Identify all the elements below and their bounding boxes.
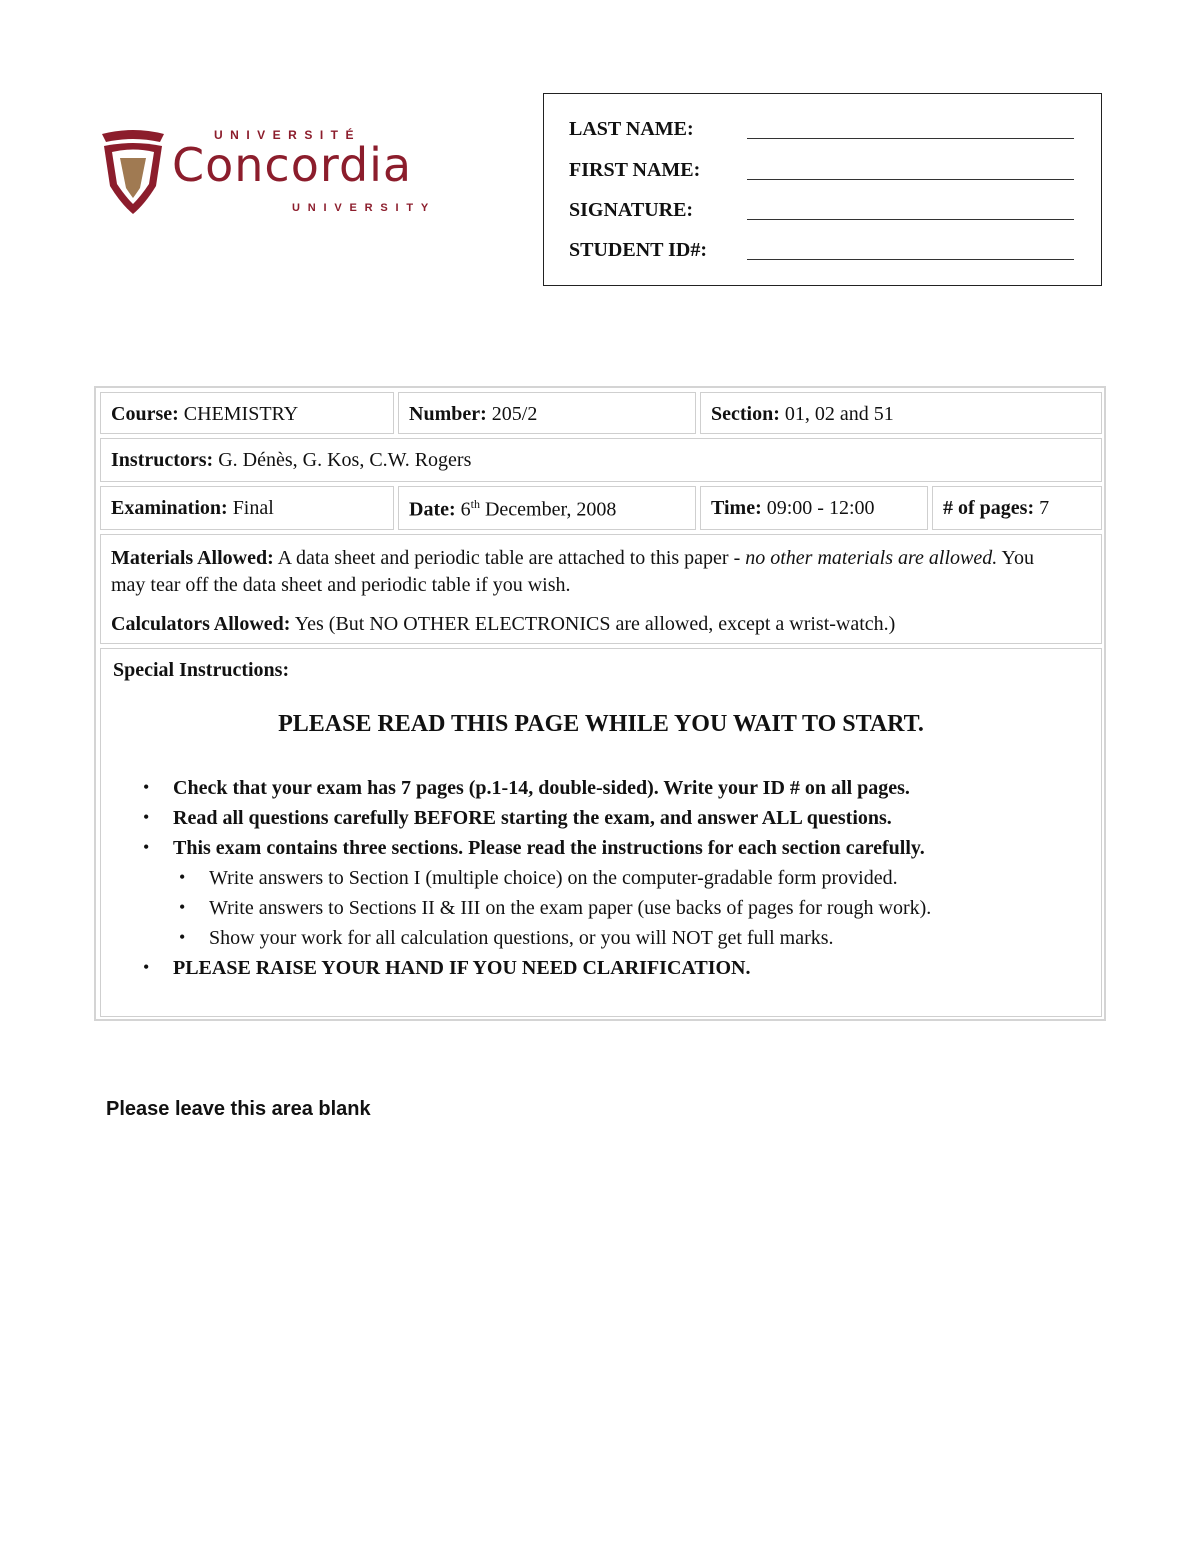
bullet-icon: • [179,867,186,887]
list-item [143,807,1083,837]
list-item-text: Show your work for all calculation questions, or you will NOT get full marks. [209,927,834,949]
materials-text-1: A data sheet and periodic table are attached to this paper - [277,547,741,569]
section-label: Section: [711,403,780,425]
blank-area-note: Please leave this area blank [106,1098,371,1120]
list-item-text: Write answers to Sections II & III on the exam paper (use backs of pages for rough work). [209,897,932,919]
date-suffix: th [470,497,480,511]
concordia-logo [100,126,470,226]
list-item [143,957,1083,987]
number-label: Number: [409,403,487,425]
bullet-icon: • [179,897,186,917]
course-cell [100,392,394,434]
logo-wordmark: Concordia [172,138,413,192]
list-item-text: Write answers to Section I (multiple choice) on the computer-gradable form provided. [209,867,898,889]
student-id-row [569,239,1079,265]
section-cell [700,392,1102,434]
pages-value: 7 [1039,497,1050,519]
read-page-banner: PLEASE READ THIS PAGE WHILE YOU WAIT TO START. [278,711,924,737]
first-name-row [569,159,1079,185]
date-rest: December, 2008 [484,498,617,521]
concordia-shield-icon [100,128,166,216]
last-name-row [569,118,1079,144]
number-value: 205/2 [491,403,538,425]
logo-top-text: UNIVERSITÉ [214,128,362,142]
student-id-field[interactable] [747,259,1074,260]
time-value: 09:00 - 12:00 [766,497,875,519]
materials-label: Materials Allowed: [111,547,274,569]
first-name-label: FIRST NAME: [569,159,701,181]
pages-cell [932,486,1102,530]
student-id-box [543,93,1102,286]
student-id-label: STUDENT ID#: [569,239,707,261]
materials-paragraph [111,545,1073,599]
special-instructions-cell [100,648,1102,1017]
instructors-cell [100,438,1102,482]
calculators-label: Calculators Allowed: [111,613,291,635]
date-day: 6 [460,498,471,521]
materials-cell [100,534,1102,644]
list-item-text: Read all questions carefully BEFORE starting the exam, and answer ALL questions. [173,807,892,829]
time-cell [700,486,928,530]
special-instructions-heading: Special Instructions: [113,659,290,681]
course-label: Course: [111,403,179,425]
number-cell [398,392,696,434]
first-name-field[interactable] [747,179,1074,180]
calculators-paragraph [111,611,1073,638]
bullet-icon: • [143,837,150,857]
list-item-text: Check that your exam has 7 pages (p.1-14, double-sided). Write your ID # on all pages. [173,777,910,799]
logo-bottom-text: UNIVERSITY [292,202,437,214]
list-item-text: PLEASE RAISE YOUR HAND IF YOU NEED CLARIFICATION. [173,957,751,979]
examination-cell [100,486,394,530]
instructors-label: Instructors: [111,449,214,471]
bullet-icon: • [143,957,150,977]
list-item [143,867,1083,897]
instruction-list [143,777,1083,987]
list-item-text: This exam contains three sections. Please read the instructions for each section carefully. [173,837,925,859]
bullet-icon: • [143,807,150,827]
date-label: Date: [409,498,456,521]
course-value: CHEMISTRY [183,403,299,425]
instructors-value: G. Dénès, G. Kos, C.W. Rogers [218,449,472,471]
list-item [143,927,1083,957]
last-name-field[interactable] [747,138,1074,139]
time-label: Time: [711,497,762,519]
bullet-icon: • [179,927,186,947]
signature-row [569,199,1079,225]
date-cell [398,486,696,530]
examination-label: Examination: [111,497,228,519]
list-item [143,897,1083,927]
materials-text-italic: no other materials are allowed. [745,547,998,569]
materials-text-2: You may tear off the data sheet and periodic table if you wish. [111,547,1034,596]
last-name-label: LAST NAME: [569,118,694,140]
pages-label: # of pages: [943,497,1035,519]
examination-value: Final [232,497,274,519]
exam-info-table [94,386,1106,1021]
bullet-icon: • [143,777,150,797]
list-item [143,777,1083,807]
list-item [143,837,1083,867]
signature-label: SIGNATURE: [569,199,694,221]
section-value: 01, 02 and 51 [784,403,894,425]
signature-field[interactable] [747,219,1074,220]
calculators-value: Yes (But NO OTHER ELECTRONICS are allowed, except a wrist-watch.) [294,613,896,635]
